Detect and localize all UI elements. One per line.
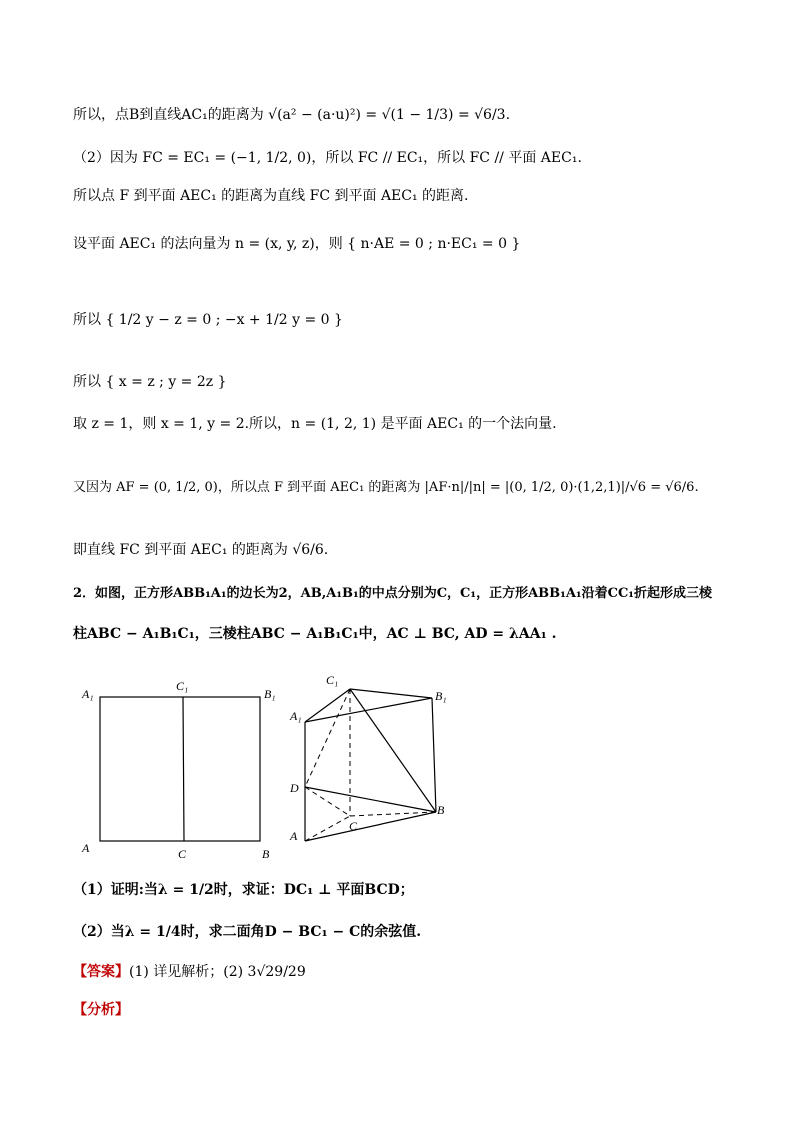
- label-C1: C₁: [176, 679, 189, 693]
- label-B1: B₁: [435, 689, 447, 703]
- square-outline: [100, 697, 260, 841]
- figure-square: [76, 676, 286, 866]
- answer-text: (1) 详见解析；(2) 3√29/29: [129, 964, 306, 980]
- label-C: C: [178, 847, 187, 861]
- problem2-stem-line2: 柱ABC − A₁B₁C₁，三棱柱ABC − A₁B₁C₁中，AC ⊥ BC, AD = λAA₁ .: [73, 626, 557, 642]
- solution-line-8: 又因为 AF = (0, 1/2, 0)，所以点 F 到平面 AEC₁ 的距离为 |AF·n|/|n| = |(0, 1/2, 0)·(1,2,1)|/√6 = √6/6.: [73, 480, 699, 495]
- solution-line-5: 所以 { 1/2 y − z = 0 ; −x + 1/2 y = 0 }: [73, 312, 343, 328]
- label-A1: A₁: [290, 709, 302, 723]
- solution-line-2: （2）因为 FC = EC₁ = (−1, 1/2, 0)，所以 FC // EC₁，所以 FC // 平面 AEC₁.: [73, 150, 582, 166]
- fold-line-CC1: [183, 697, 184, 841]
- analysis-tag: 【分析】: [73, 1002, 129, 1018]
- problem2-question1: （1）证明:当λ = 1/2时，求证：DC₁ ⊥ 平面BCD；: [73, 882, 414, 898]
- solution-line-7: 取 z = 1，则 x = 1, y = 2.所以，n = (1, 2, 1) 是平面 AEC₁ 的一个法向量.: [73, 416, 557, 432]
- label-B: B: [437, 803, 445, 817]
- label-B1: B₁: [264, 687, 276, 701]
- solution-line-3: 所以点 F 到平面 AEC₁ 的距离为直线 FC 到平面 AEC₁ 的距离.: [73, 188, 469, 204]
- label-D: D: [290, 781, 299, 795]
- solution-line-6: 所以 { x = z ; y = 2z }: [73, 374, 227, 390]
- analysis-line: [73, 1000, 129, 1020]
- label-C1: C₁: [326, 673, 339, 687]
- label-A1: A₁: [82, 687, 94, 701]
- figure-prism: [286, 670, 466, 855]
- solution-line-4: 设平面 AEC₁ 的法向量为 n = (x, y, z)，则 { n·AE = 0 ; n·EC₁ = 0 }: [73, 236, 521, 252]
- answer-tag: 【答案】: [73, 964, 129, 980]
- solution-line-9: 即直线 FC 到平面 AEC₁ 的距离为 √6/6.: [73, 542, 329, 558]
- label-B: B: [262, 847, 270, 861]
- problem2-stem-line1: 2．如图，正方形ABB₁A₁的边长为2，AB,A₁B₁的中点分别为C，C₁，正方形ABB₁A₁沿着CC₁折起形成三棱: [73, 586, 712, 601]
- answer-line: [73, 962, 306, 982]
- label-C: C: [349, 819, 358, 833]
- label-A: A: [290, 829, 298, 843]
- solution-line-1: 所以，点B到直线AC₁的距离为 √(a² − (a·u)²) = √(1 − 1/3) = √6/3.: [73, 107, 511, 123]
- label-A: A: [82, 841, 90, 855]
- problem2-question2: （2）当λ = 1/4时，求二面角D − BC₁ − C的余弦值.: [73, 924, 422, 940]
